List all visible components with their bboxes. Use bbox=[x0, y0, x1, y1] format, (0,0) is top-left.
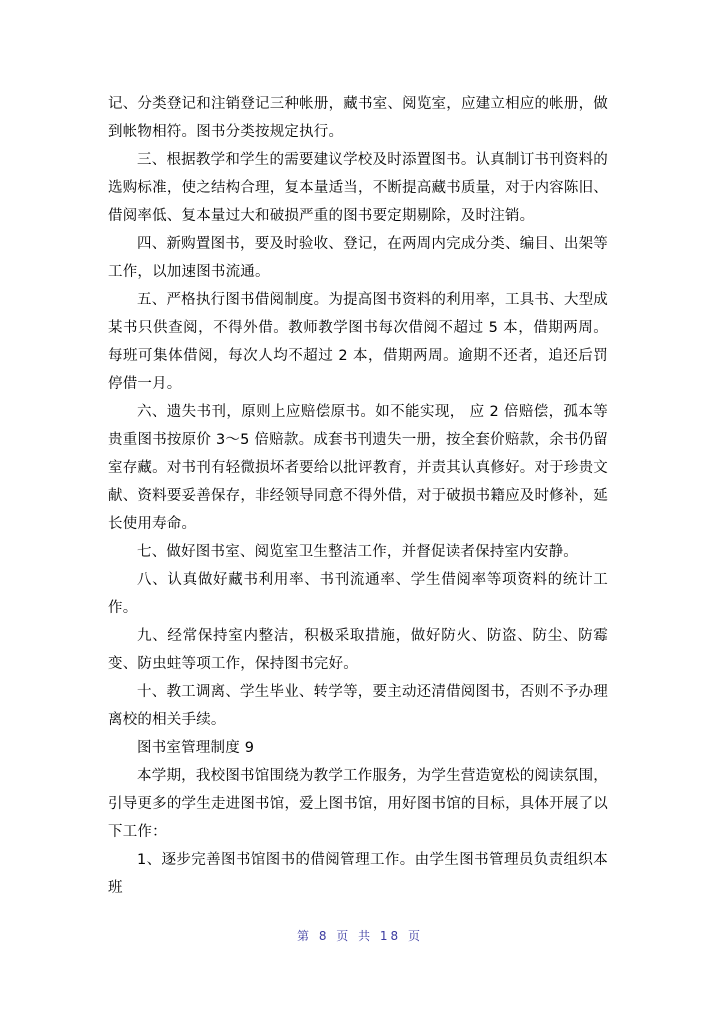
paragraph-rule-4: 四、新购置图书，要及时验收、登记，在两周内完成分类、编目、出架等工作，以加速图书流通。 bbox=[108, 236, 608, 280]
paragraph-continuation: 记、分类登记和注销登记三种帐册，藏书室、阅览室，应建立相应的帐册，做到帐物相符。图书分类按规定执行。 bbox=[108, 96, 608, 140]
page-number-footer: 第 8 页 共 18 页 bbox=[297, 929, 423, 943]
document-body bbox=[108, 90, 608, 902]
paragraph-rule-8: 八、认真做好藏书利用率、书刊流通率、学生借阅率等项资料的统计工作。 bbox=[108, 572, 608, 616]
paragraph-rule-6: 六、遗失书刊，原则上应赔偿原书。如不能实现， 应 2 倍赔偿，孤本等贵重图书按原价 3～5 倍赔款。成套书刊遗失一册，按全套价赔款，余书仍留室存藏。对书刊有轻微损坏者要给以批评教育，并责其认真修好。对于珍贵文献、资料要妥善保存，非经领导同意不得外借，对于破损书籍应及时修补，延长使用寿命。 bbox=[108, 404, 608, 532]
paragraph-rule-5: 五、严格执行图书借阅制度。为提高图书资料的利用率，工具书、大型成某书只供查阅，不得外借。教师教学图书每次借阅不超过 5 本，借期两周。每班可集体借阅，每次人均不超过 2 本，借期两周。逾期不还者，追还后罚停借一月。 bbox=[108, 292, 608, 392]
paragraph-rule-9: 九、经常保持室内整洁，积极采取措施，做好防火、防盗、防尘、防霉变、防虫蛀等项工作，保持图书完好。 bbox=[108, 628, 608, 672]
paragraph-rule-3: 三、根据教学和学生的需要建议学校及时添置图书。认真制订书刊资料的选购标准，使之结构合理，复本量适当，不断提高藏书质量，对于内容陈旧、借阅率低、复本量过大和破损严重的图书要定期剔除，及时注销。 bbox=[108, 152, 608, 224]
paragraph-intro: 本学期，我校图书馆围绕为教学工作服务，为学生营造宽松的阅读氛围，引导更多的学生走进图书馆，爱上图书馆，用好图书馆的目标，具体开展了以下工作： bbox=[108, 768, 608, 840]
paragraph-item-1: 1、逐步完善图书馆图书的借阅管理工作。由学生图书管理员负责组织本班 bbox=[108, 852, 608, 896]
paragraph-rule-10: 十、教工调离、学生毕业、转学等，要主动还清借阅图书，否则不予办理离校的相关手续。 bbox=[108, 684, 608, 728]
section-heading: 图书室管理制度 9 bbox=[137, 740, 255, 756]
paragraph-rule-7: 七、做好图书室、阅览室卫生整洁工作，并督促读者保持室内安静。 bbox=[137, 544, 578, 560]
